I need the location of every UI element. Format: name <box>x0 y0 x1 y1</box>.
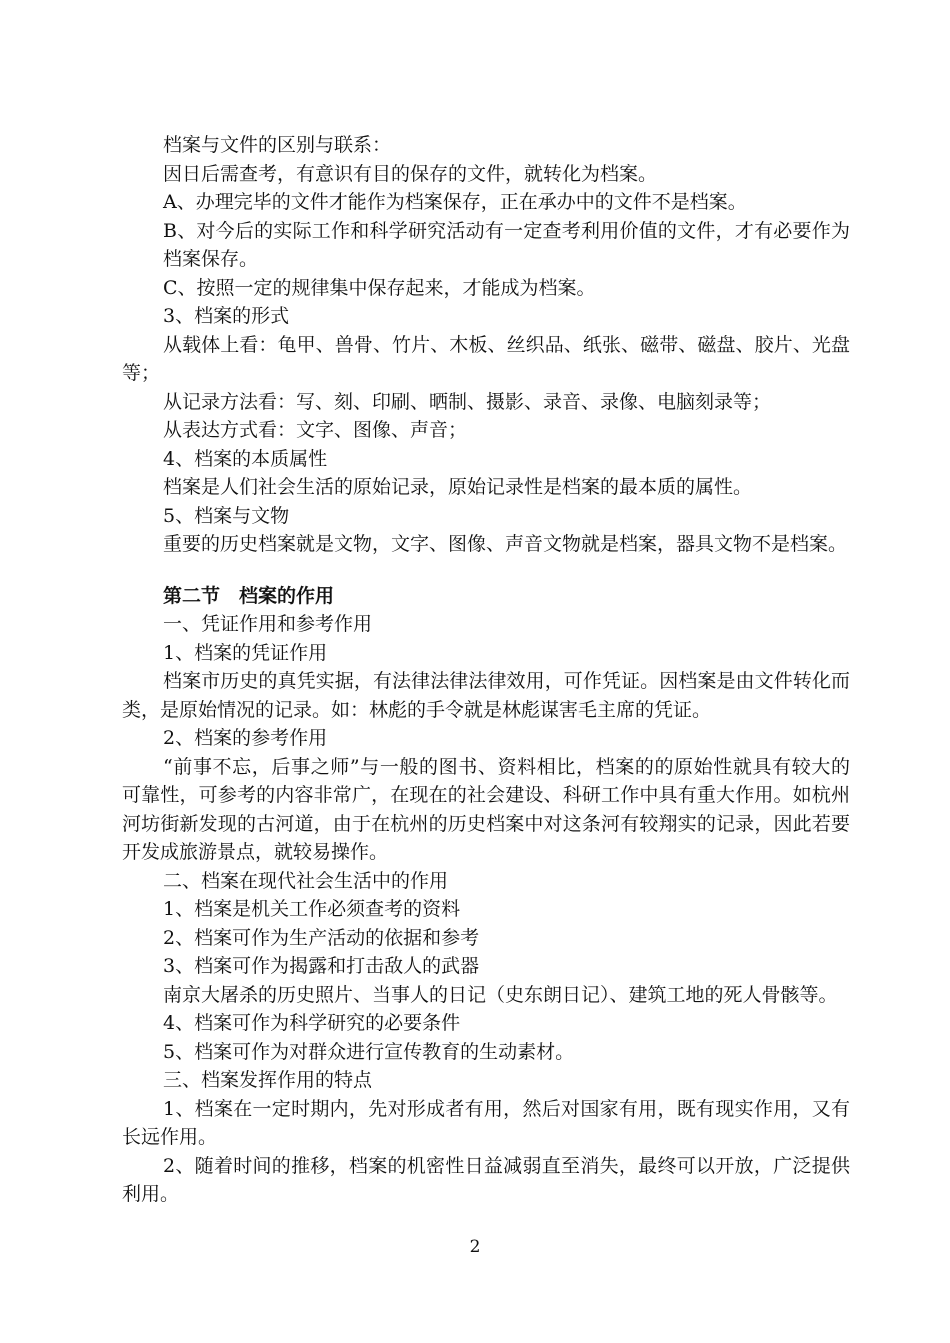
section-heading: 三、档案发挥作用的特点 <box>163 1069 373 1091</box>
paragraph-line: 重要的历史档案就是文物，文字、图像、声音文物就是档案，器具文物不是档案。 <box>163 533 848 555</box>
paragraph-line: 河坊街新发现的古河道，由于在杭州的历史档案中对这条河有较翔实的记录，因此若要 <box>122 812 850 835</box>
paragraph-line: 因日后需查考，有意识有目的保存的文件，就转化为档案。 <box>163 162 658 185</box>
section-heading: 2、档案的参考作用 <box>163 727 328 749</box>
list-item: 3、档案可作为揭露和打击敌人的武器 <box>163 955 480 977</box>
document-body <box>122 131 850 1209</box>
section-heading: 3、档案的形式 <box>163 305 290 327</box>
paragraph-line: 档案是人们社会生活的原始记录，原始记录性是档案的最本质的属性。 <box>163 476 753 498</box>
list-item: 1、档案是机关工作必须查考的资料 <box>163 898 461 920</box>
paragraph-line: 开发成旅游景点，就较易操作。 <box>122 841 389 863</box>
paragraph-line: 档案市历史的真凭实据，有法律法律法律效用，可作凭证。因档案是由文件转化而 <box>163 670 850 692</box>
paragraph-line: 利用。 <box>122 1183 180 1205</box>
paragraph-line: 从表达方式看：文字、图像、声音； <box>163 419 468 441</box>
paragraph-line: 从载体上看：龟甲、兽骨、竹片、木板、丝织品、纸张、磁带、磁盘、胶片、光盘 <box>163 333 850 356</box>
paragraph-line: 南京大屠杀的历史照片、当事人的日记（史东朗日记）、建筑工地的死人骨骸等。 <box>163 983 838 1006</box>
page-number: 2 <box>469 1237 481 1257</box>
chapter-section-title: 第二节 档案的作用 <box>163 584 335 607</box>
paragraph-line: 从记录方法看：写、刻、印刷、晒制、摄影、录音、录像、电脑刻录等； <box>163 390 772 413</box>
section-heading: 二、档案在现代社会生活中的作用 <box>163 869 449 892</box>
paragraph-line: 类，是原始情况的记录。如：林彪的手令就是林彪谋害毛主席的凭证。 <box>122 698 712 721</box>
list-item: 4、档案可作为科学研究的必要条件 <box>163 1012 461 1034</box>
list-item: 5、档案可作为对群众进行宣传教育的生动素材。 <box>163 1040 575 1063</box>
list-item: 2、随着时间的推移，档案的机密性日益减弱直至消失，最终可以开放，广泛提供 <box>163 1154 850 1177</box>
paragraph-line: 档案与文件的区别与联系： <box>163 134 392 156</box>
list-item: 2、档案可作为生产活动的依据和参考 <box>163 926 480 949</box>
section-heading: 1、档案的凭证作用 <box>163 641 328 664</box>
paragraph-line: 长远作用。 <box>122 1126 218 1148</box>
paragraph-line: 可靠性，可参考的内容非常广，在现在的社会建设、科研工作中具有重大作用。如杭州 <box>122 784 850 806</box>
paragraph-line: B、对今后的实际工作和科学研究活动有一定查考利用价值的文件，才有必要作为 <box>163 219 850 242</box>
paragraph-line: “前事不忘，后事之师”与一般的图书、资料相比，档案的的原始性就具有较大的 <box>163 755 850 778</box>
section-heading: 5、档案与文物 <box>163 504 290 527</box>
paragraph-line: C、按照一定的规律集中保存起来，才能成为档案。 <box>163 276 596 299</box>
section-heading: 一、凭证作用和参考作用 <box>163 613 373 635</box>
paragraph-line: 档案保存。 <box>163 248 259 270</box>
paragraph-line: 等； <box>122 362 161 384</box>
paragraph-line: A、办理完毕的文件才能作为档案保存，正在承办中的文件不是档案。 <box>163 191 747 213</box>
list-item: 1、档案在一定时期内，先对形成者有用，然后对国家有用，既有现实作用，又有 <box>163 1097 850 1120</box>
section-heading: 4、档案的本质属性 <box>163 447 328 470</box>
